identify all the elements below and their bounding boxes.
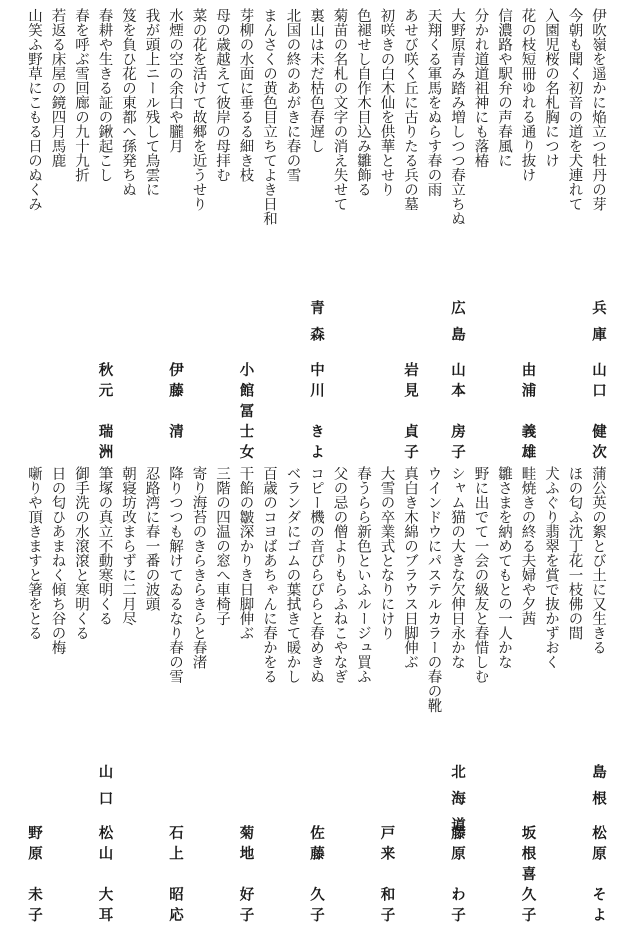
haiku-column bbox=[187, 458, 211, 917]
haiku-line: 色褪せし自作木目込み雛飾る bbox=[355, 8, 371, 197]
author-name: 野原 未子 bbox=[26, 825, 42, 928]
haiku-column bbox=[304, 458, 328, 928]
haiku-line: 大野原青み踏み増しつつ春立ちぬ bbox=[449, 8, 465, 226]
haiku-column bbox=[328, 458, 352, 917]
haiku-line: 花の枝短冊ゆれる通り抜け bbox=[519, 8, 536, 182]
author-name: 伊藤 清 bbox=[167, 362, 183, 444]
haiku-line: 降りつつも解けてゐるなり春の雪 bbox=[167, 466, 183, 684]
haiku-line: 寄り海苔のきらきらきらと春渚 bbox=[190, 466, 207, 669]
haiku-column bbox=[22, 458, 46, 928]
haiku-column bbox=[398, 0, 422, 465]
haiku-line: 大雪の卒業式となりにけり bbox=[378, 466, 395, 640]
haiku-line: 真白き木綿のブラウス日脚伸ぶ bbox=[402, 466, 418, 669]
haiku-column bbox=[516, 458, 540, 928]
haiku-column bbox=[257, 458, 281, 917]
haiku-line: 水煙の空の余白や朧月 bbox=[167, 8, 183, 153]
haiku-column bbox=[422, 0, 446, 458]
haiku-column bbox=[116, 0, 140, 458]
haiku-line: 蒲公英の絮とび土に又生きる bbox=[590, 466, 606, 655]
haiku-line: 春を呼ぶ雪回廊の九十九折 bbox=[73, 8, 89, 182]
haiku-column bbox=[187, 0, 211, 458]
haiku-column bbox=[140, 458, 164, 917]
haiku-column bbox=[445, 458, 469, 928]
author-name: 中川 きよ bbox=[308, 362, 324, 465]
author-name: 菊地 好子 bbox=[237, 825, 254, 928]
haiku-column bbox=[116, 458, 140, 917]
haiku-line: 笈を負ひ花の東都へ孫発ちぬ bbox=[120, 8, 136, 197]
haiku-column bbox=[539, 458, 563, 917]
haiku-line: 裏山は未だ枯色春遅し bbox=[308, 8, 324, 153]
author-name: 小館冨士女 bbox=[237, 362, 254, 465]
haiku-line: 朝寝坊改まらずに二月尽 bbox=[120, 466, 136, 626]
prefecture-label: 広島 bbox=[449, 300, 465, 353]
haiku-column bbox=[586, 458, 610, 928]
haiku-line: 百歳のコヨばあちゃんに春かをる bbox=[261, 466, 277, 684]
haiku-column bbox=[22, 0, 46, 458]
haiku-column bbox=[210, 458, 234, 917]
haiku-line: 山笑ふ野草にこもる日のぬくみ bbox=[26, 8, 42, 211]
haiku-line: ウインドウにパステルカラーの春の靴 bbox=[425, 466, 442, 713]
haiku-line: 母の歳越えて彼岸の母拝む bbox=[214, 8, 230, 182]
author-name: 松山 大耳 bbox=[96, 825, 113, 928]
author-name: 佐藤 久子 bbox=[308, 825, 324, 928]
author-name: 山口 健次 bbox=[590, 362, 606, 465]
haiku-column bbox=[375, 0, 399, 458]
haiku-section-bottom bbox=[0, 458, 634, 928]
haiku-column bbox=[140, 0, 164, 458]
haiku-line: 犬ふぐり翡翠を賞で抜かずおく bbox=[543, 466, 559, 669]
haiku-column bbox=[469, 0, 493, 458]
author-name: 由浦 義雄 bbox=[519, 362, 536, 465]
haiku-column bbox=[69, 458, 93, 917]
prefecture-label: 青森 bbox=[308, 300, 324, 353]
haiku-column bbox=[281, 458, 305, 917]
haiku-column bbox=[93, 0, 117, 465]
haiku-line: ほの匂ふ沈丁花一枝佛の間 bbox=[566, 466, 583, 640]
haiku-line: コピー機の音ぴらぴらと春めきぬ bbox=[308, 466, 324, 684]
haiku-column bbox=[492, 458, 516, 917]
author-name: 松原 そよ bbox=[590, 825, 606, 928]
haiku-column bbox=[492, 0, 516, 458]
haiku-line: 菜の花を活けて故郷を近うせり bbox=[190, 8, 207, 211]
haiku-column bbox=[93, 458, 117, 928]
prefecture-label: 島根 bbox=[590, 764, 606, 817]
haiku-line: 三階の四温の窓へ車椅子 bbox=[214, 466, 230, 626]
author-name: 山本 房子 bbox=[449, 362, 465, 465]
haiku-line: 畦焼きの終る夫婦や夕茜 bbox=[519, 466, 536, 626]
haiku-line: 父の忌の僧よりもらふねこやなぎ bbox=[331, 466, 348, 684]
haiku-line: 入園児桜の名札胸につけ bbox=[543, 8, 559, 168]
author-name: 秋元 瑞洲 bbox=[96, 362, 113, 465]
haiku-column bbox=[398, 458, 422, 917]
haiku-line: 忍路湾に春一番の波頭 bbox=[143, 466, 160, 611]
haiku-line: 雛さまを納めてもとの一人かな bbox=[496, 466, 512, 669]
haiku-column bbox=[351, 0, 375, 458]
haiku-line: 御手洗の水滾滾と寒明くる bbox=[73, 466, 89, 640]
haiku-column bbox=[304, 0, 328, 465]
author-name: 戸来 和子 bbox=[378, 825, 395, 928]
haiku-line: 菊苗の名札の文字の消え失せて bbox=[331, 8, 348, 211]
haiku-line: シャム猫の大きな欠伸日永かな bbox=[449, 466, 465, 669]
haiku-column bbox=[281, 0, 305, 458]
haiku-column bbox=[210, 0, 234, 458]
haiku-column bbox=[46, 0, 70, 458]
haiku-column bbox=[445, 0, 469, 465]
haiku-line: 干餡の皺深かりき日脚伸ぶ bbox=[237, 466, 254, 640]
prefecture-label: 山口 bbox=[96, 764, 113, 817]
author-name: 藤原 わ子 bbox=[449, 825, 465, 928]
haiku-column bbox=[563, 0, 587, 458]
haiku-line: あせび咲く丘に古りたる兵の墓 bbox=[402, 8, 418, 211]
haiku-line: 我が頭上ニール残して鳥雲に bbox=[143, 8, 160, 197]
author-name: 岩見 貞子 bbox=[402, 362, 418, 465]
haiku-line: 初咲きの白木仙を供華とせり bbox=[378, 8, 395, 197]
haiku-column bbox=[234, 458, 258, 928]
haiku-line: 今朝も聞く初音の道を犬連れて bbox=[566, 8, 583, 211]
haiku-line: 筆塚の真立不動寒明くる bbox=[96, 466, 113, 626]
haiku-column bbox=[586, 0, 610, 465]
haiku-column bbox=[469, 458, 493, 917]
haiku-column bbox=[163, 0, 187, 458]
haiku-column bbox=[328, 0, 352, 458]
author-name: 坂根喜久子 bbox=[519, 825, 536, 928]
haiku-line: 信濃路や駅弁の声春風に bbox=[496, 8, 512, 168]
haiku-line: 春耕や生きる証の鍬起こし bbox=[96, 8, 113, 182]
haiku-line: 芽柳の水面に垂るる細き枝 bbox=[237, 8, 254, 182]
author-name: 石上 昭応 bbox=[167, 825, 183, 928]
haiku-column bbox=[563, 458, 587, 917]
prefecture-label: 北海道 bbox=[449, 764, 465, 844]
haiku-column bbox=[257, 0, 281, 458]
haiku-line: まんさくの黄色目立ちてよき日和 bbox=[261, 8, 277, 226]
haiku-column bbox=[539, 0, 563, 458]
haiku-line: 日の匂ひあまねく傾ち谷の梅 bbox=[49, 466, 66, 655]
haiku-line: ベランダにゴムの葉拭きて暖かし bbox=[284, 466, 301, 684]
haiku-line: 北国の終のあがきに春の雪 bbox=[284, 8, 301, 182]
haiku-line: 野に出でて一会の級友と春惜しむ bbox=[472, 466, 489, 684]
haiku-column bbox=[234, 0, 258, 465]
haiku-column bbox=[375, 458, 399, 928]
haiku-column bbox=[516, 0, 540, 465]
haiku-column bbox=[69, 0, 93, 458]
haiku-line: 分かれ道道祖神にも落椿 bbox=[472, 8, 489, 168]
haiku-line: 若返る床屋の鏡四月馬鹿 bbox=[49, 8, 66, 168]
haiku-line: 伊吹嶺を遥かに焔立つ牡丹の芽 bbox=[590, 8, 606, 211]
prefecture-label: 兵庫 bbox=[590, 300, 606, 353]
haiku-line: 春うらら新色といふルージュ買ふ bbox=[355, 466, 371, 684]
haiku-line: 天翔くる軍馬をぬらす春の雨 bbox=[425, 8, 442, 197]
haiku-column bbox=[163, 458, 187, 928]
haiku-line: 噺りや頂きますと箸をとる bbox=[26, 466, 42, 640]
haiku-column bbox=[422, 458, 446, 917]
haiku-column bbox=[46, 458, 70, 917]
haiku-column bbox=[351, 458, 375, 917]
